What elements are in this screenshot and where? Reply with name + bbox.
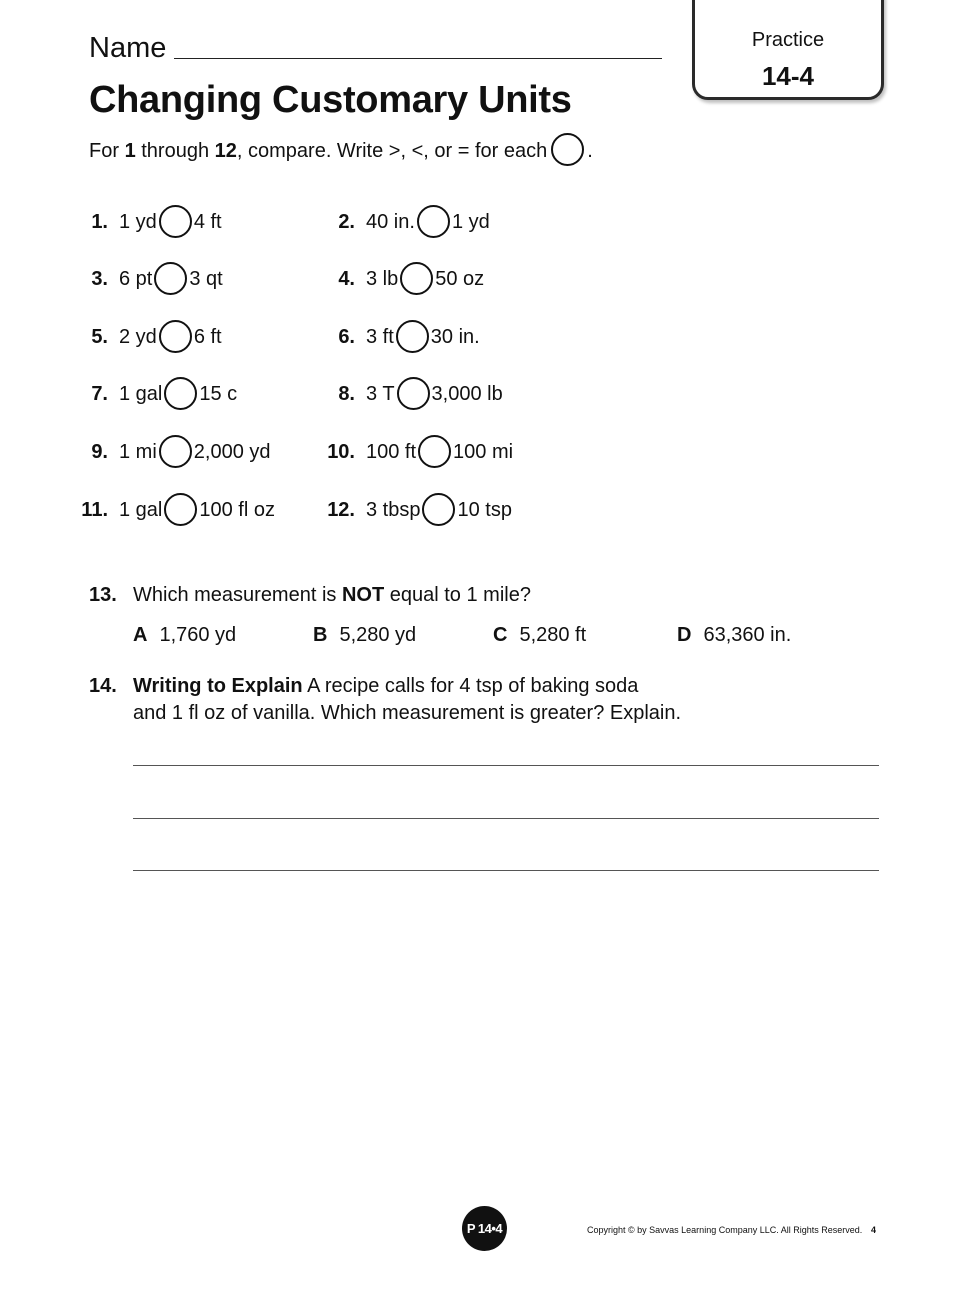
answer-circle[interactable] <box>422 493 455 526</box>
page-badge: P 14•4 <box>462 1206 507 1251</box>
answer-circle[interactable] <box>418 435 451 468</box>
answer-circle[interactable] <box>164 493 197 526</box>
problem-11: 11. 1 gal 100 fl oz <box>66 492 275 528</box>
answer-circle[interactable] <box>397 377 430 410</box>
practice-tab <box>692 0 884 100</box>
answer-circle[interactable] <box>417 205 450 238</box>
page-title: Changing Customary Units <box>89 79 572 121</box>
q14-heading: Writing to Explain <box>133 675 303 697</box>
answer-line[interactable] <box>133 818 879 819</box>
answer-circle[interactable] <box>159 320 192 353</box>
answer-circle[interactable] <box>396 320 429 353</box>
problem-4: 4. 3 lb 50 oz <box>313 261 484 297</box>
problem-10: 10. 100 ft 100 mi <box>313 434 513 470</box>
practice-number: 14-4 <box>761 61 815 91</box>
instructions: For 1 through 12, compare. Write >, <, or = for each . <box>89 136 593 166</box>
problem-3: 3. 6 pt 3 qt <box>66 261 223 297</box>
problem-2: 2. 40 in. 1 yd <box>313 204 490 240</box>
name-label: Name <box>89 32 167 64</box>
problem-7: 7. 1 gal 15 c <box>66 376 237 412</box>
example-circle-icon <box>551 133 584 166</box>
problem-12: 12. 3 tbsp 10 tsp <box>313 492 512 528</box>
question-13: 13. Which measurement is NOT equal to 1 mile? <box>89 584 531 606</box>
answer-circle[interactable] <box>400 262 433 295</box>
answer-circle[interactable] <box>154 262 187 295</box>
question-14-line-2: and 1 fl oz of vanilla. Which measurement is greater? Explain. <box>133 702 682 724</box>
question-14: 14. Writing to Explain A recipe calls for 4 tsp of baking soda <box>89 675 639 697</box>
problem-6: 6. 3 ft 30 in. <box>313 319 480 355</box>
answer-circle[interactable] <box>159 205 192 238</box>
practice-label: Practice <box>751 29 825 51</box>
choice-b[interactable]: B 5,280 yd <box>313 624 417 646</box>
answer-line[interactable] <box>133 765 879 766</box>
problem-1: 1. 1 yd 4 ft <box>66 204 222 240</box>
answer-circle[interactable] <box>164 377 197 410</box>
name-field-line[interactable] <box>174 58 662 59</box>
copyright: Copyright © by Savvas Learning Company LLC. All Rights Reserved. <box>587 1225 863 1235</box>
choice-a[interactable]: A 1,760 yd <box>133 624 237 646</box>
answer-line[interactable] <box>133 870 879 871</box>
choice-d[interactable]: D 63,360 in. <box>677 624 792 646</box>
problem-5: 5. 2 yd 6 ft <box>66 319 222 355</box>
page-number: 4 <box>871 1225 877 1235</box>
choice-c[interactable]: C 5,280 ft <box>493 624 587 646</box>
problem-8: 8. 3 T 3,000 lb <box>313 376 503 412</box>
problem-9: 9. 1 mi 2,000 yd <box>66 434 271 470</box>
answer-circle[interactable] <box>159 435 192 468</box>
